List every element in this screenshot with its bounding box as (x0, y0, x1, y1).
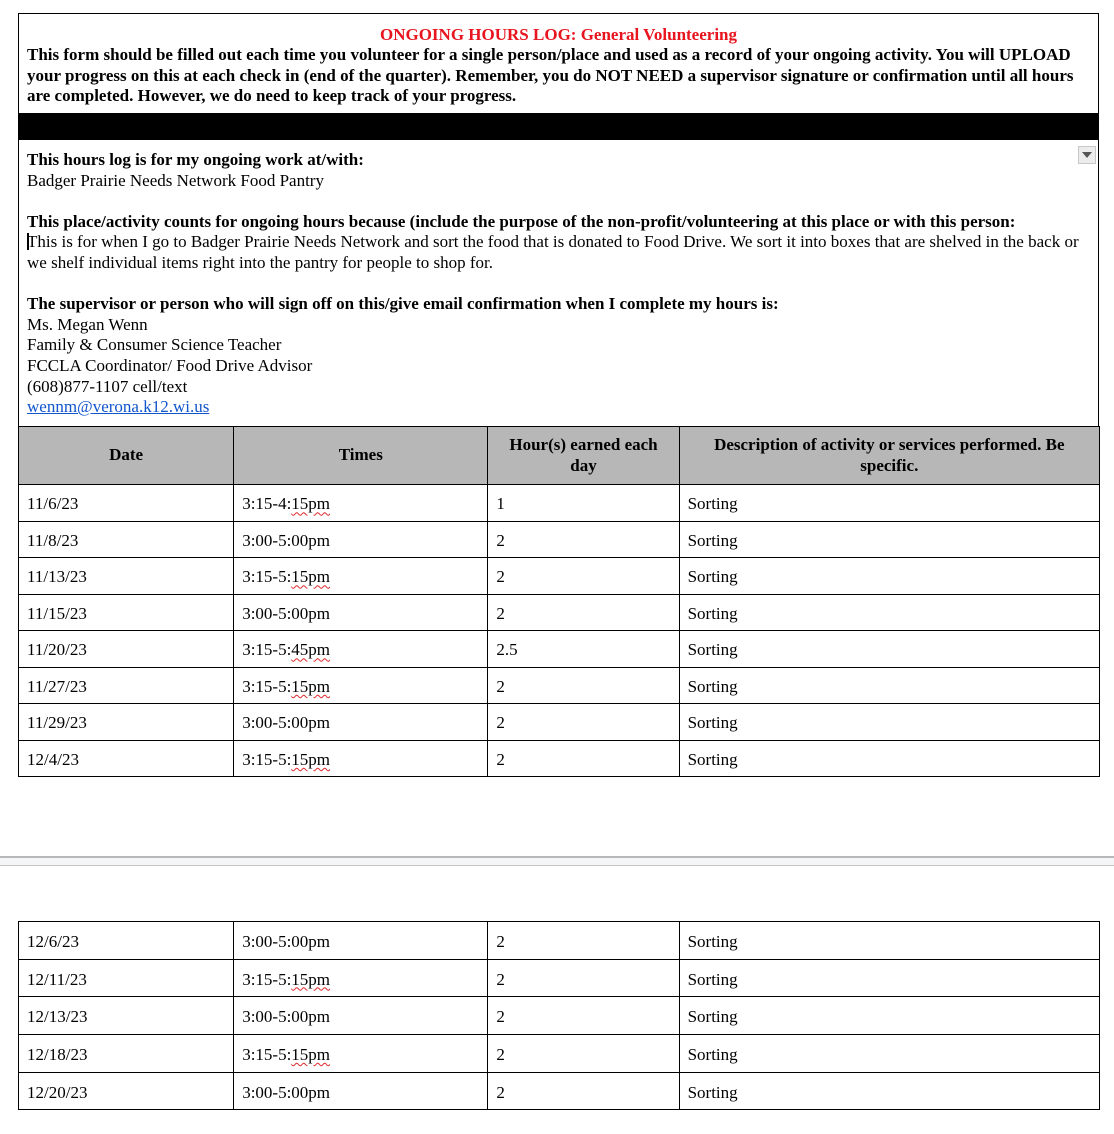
description-text: Sorting (687, 603, 738, 623)
hours-text: 2.5 (496, 640, 518, 660)
table-body-page-2 (19, 922, 1100, 1110)
triangle-down-icon (1082, 152, 1092, 158)
cell-times[interactable] (234, 959, 488, 997)
date-text: 12/18/23 (27, 1044, 88, 1064)
page-break-separator (0, 856, 1114, 866)
cell-date[interactable] (19, 521, 234, 558)
times-misspelled-text: 15pm (291, 494, 331, 514)
hours-text: 1 (496, 494, 505, 514)
description-text: Sorting (687, 1044, 738, 1064)
cell-hours[interactable] (488, 959, 679, 997)
hours-text: 2 (496, 1007, 505, 1027)
table-row (19, 485, 1100, 522)
work-at-label: This hours log is for my ongoing work at/with: (27, 150, 364, 169)
header-hours: Hour(s) earned each day (488, 427, 679, 485)
times-misspelled-text: 15pm (291, 676, 331, 696)
hours-text: 2 (496, 1082, 505, 1102)
times-text: 3:00-5:00pm (242, 1007, 331, 1027)
cell-times[interactable] (234, 740, 488, 777)
supervisor-role[interactable]: Family & Consumer Science Teacher (27, 335, 282, 355)
form-header (18, 13, 1099, 113)
cell-description[interactable] (679, 1072, 1099, 1110)
cell-hours[interactable] (488, 521, 679, 558)
supervisor-label: The supervisor or person who will sign off on this/give email confirmation when I complete my hours is: (27, 294, 779, 314)
header-description: Description of activity or services performed. Be specific. (679, 427, 1099, 485)
table-row (19, 1035, 1100, 1073)
cell-date[interactable] (19, 922, 234, 960)
table-row (19, 594, 1100, 631)
table-row (19, 922, 1100, 960)
times-text: 3:15-5: (242, 676, 292, 696)
table-row (19, 997, 1100, 1035)
date-text: 12/20/23 (27, 1082, 88, 1102)
table-row (19, 631, 1100, 668)
reason-text: This is for when I go to Badger Prairie Needs Network and sort the food that is donated to Food Drive. We sort it into boxes that are shelved in the back or we shelf individual items right into the pantry for people to shop for. (27, 232, 1079, 272)
table-row (19, 704, 1100, 741)
description-text: Sorting (687, 713, 738, 733)
supervisor-title[interactable]: FCCLA Coordinator/ Food Drive Advisor (27, 355, 313, 375)
hours-text: 2 (496, 530, 505, 550)
cell-date[interactable] (19, 594, 234, 631)
table-row (19, 959, 1100, 997)
cell-date[interactable] (19, 485, 234, 522)
cell-times[interactable] (234, 558, 488, 595)
date-text: 11/29/23 (27, 713, 87, 733)
cell-date[interactable] (19, 558, 234, 595)
table-body-page-1 (19, 485, 1100, 777)
cell-times[interactable] (234, 521, 488, 558)
cell-hours[interactable] (488, 1072, 679, 1110)
description-text: Sorting (687, 931, 738, 951)
date-text: 12/4/23 (27, 749, 79, 769)
cell-description[interactable] (679, 594, 1099, 631)
hours-text: 2 (496, 969, 505, 989)
hours-text: 2 (496, 713, 505, 733)
cell-description[interactable] (679, 631, 1099, 668)
times-text: 3:15-5: (242, 567, 292, 587)
description-text: Sorting (687, 640, 738, 660)
reason-label: This place/activity counts for ongoing hours because (include the purpose of the non-profit/volunteering at this place or with this person: (27, 211, 1016, 231)
hours-log-table-continued (18, 921, 1100, 1110)
date-text: 12/6/23 (27, 931, 79, 951)
document-page-1 (18, 13, 1099, 777)
times-text: 3:15-5: (242, 640, 292, 660)
cell-times[interactable] (234, 922, 488, 960)
description-text: Sorting (687, 1007, 738, 1027)
reason-value[interactable] (27, 232, 1090, 273)
table-row (19, 667, 1100, 704)
cell-hours[interactable] (488, 594, 679, 631)
hours-text: 2 (496, 603, 505, 623)
cell-description[interactable] (679, 704, 1099, 741)
cell-date[interactable] (19, 959, 234, 997)
hours-text: 2 (496, 676, 505, 696)
cell-description[interactable] (679, 521, 1099, 558)
description-text: Sorting (687, 969, 738, 989)
times-text: 3:00-5:00pm (242, 931, 331, 951)
date-text: 11/15/23 (27, 603, 87, 623)
table-row (19, 558, 1100, 595)
document-title: ONGOING HOURS LOG: General Volunteering (379, 25, 738, 44)
times-text: 3:00-5:00pm (242, 1082, 331, 1102)
cell-date[interactable] (19, 704, 234, 741)
cell-date[interactable] (19, 997, 234, 1035)
date-text: 11/20/23 (27, 640, 87, 660)
hours-log-table (18, 426, 1100, 777)
info-section (18, 140, 1099, 426)
document-page-2 (18, 921, 1100, 1110)
cell-date[interactable] (19, 1035, 234, 1073)
cell-description[interactable] (679, 1035, 1099, 1073)
cell-times[interactable] (234, 704, 488, 741)
cell-description[interactable] (679, 667, 1099, 704)
work-at-value[interactable]: Badger Prairie Needs Network Food Pantry (27, 170, 324, 190)
description-text: Sorting (687, 676, 738, 696)
cell-description[interactable] (679, 740, 1099, 777)
cell-description[interactable] (679, 558, 1099, 595)
description-text: Sorting (687, 1082, 738, 1102)
cell-date[interactable] (19, 631, 234, 668)
description-text: Sorting (687, 567, 738, 587)
times-misspelled-text: 45pm (291, 640, 331, 660)
cell-date[interactable] (19, 667, 234, 704)
cell-times[interactable] (234, 631, 488, 668)
date-text: 11/13/23 (27, 567, 87, 587)
cell-date[interactable] (19, 1072, 234, 1110)
cell-description[interactable] (679, 922, 1099, 960)
cell-times[interactable] (234, 485, 488, 522)
cell-times[interactable] (234, 997, 488, 1035)
times-text: 3:00-5:00pm (242, 713, 331, 733)
date-text: 12/13/23 (27, 1007, 88, 1027)
cell-times[interactable] (234, 667, 488, 704)
times-text: 3:15-5: (242, 749, 292, 769)
form-instructions: This form should be filled out each time you volunteer for a single person/place and used as a record of your ongoing activity. You will UPLOAD your progress on this at each check in (end of the quarter). Remember, you do NOT NEED a supervisor signature or confirmation until all hours are completed. However, we do need to keep track of your progress. (27, 45, 1074, 105)
times-text: 3:15-5: (242, 1044, 292, 1064)
supervisor-email-link[interactable]: wennm@verona.k12.wi.us (27, 397, 210, 417)
hours-text: 2 (496, 567, 505, 587)
header-times: Times (234, 427, 488, 485)
cell-times[interactable] (234, 1072, 488, 1110)
date-text: 11/8/23 (27, 530, 79, 550)
cell-hours[interactable] (488, 704, 679, 741)
description-text: Sorting (687, 530, 738, 550)
cell-description[interactable] (679, 997, 1099, 1035)
cell-hours[interactable] (488, 485, 679, 522)
cell-hours[interactable] (488, 631, 679, 668)
supervisor-phone[interactable]: (608)877-1107 cell/text (27, 376, 188, 396)
cell-times[interactable] (234, 594, 488, 631)
times-text: 3:00-5:00pm (242, 603, 331, 623)
times-text: 3:15-5: (242, 969, 292, 989)
cell-hours[interactable] (488, 1035, 679, 1073)
times-text: 3:15-4: (242, 494, 292, 514)
date-text: 12/11/23 (27, 969, 87, 989)
table-header-row (19, 427, 1100, 485)
times-misspelled-text: 15pm (291, 749, 331, 769)
cell-description[interactable] (679, 485, 1099, 522)
cell-date[interactable] (19, 740, 234, 777)
cell-times[interactable] (234, 1035, 488, 1073)
cell-hours[interactable] (488, 997, 679, 1035)
hours-text: 2 (496, 931, 505, 951)
date-text: 11/27/23 (27, 676, 87, 696)
dropdown-toggle[interactable] (1078, 146, 1096, 164)
cell-description[interactable] (679, 959, 1099, 997)
cell-hours[interactable] (488, 558, 679, 595)
times-misspelled-text: 15pm (291, 969, 331, 989)
hours-text: 2 (496, 1044, 505, 1064)
cell-hours[interactable] (488, 740, 679, 777)
times-text: 3:00-5:00pm (242, 530, 331, 550)
supervisor-name[interactable]: Ms. Megan Wenn (27, 314, 148, 334)
header-date: Date (19, 427, 234, 485)
hours-text: 2 (496, 749, 505, 769)
table-row (19, 521, 1100, 558)
date-text: 11/6/23 (27, 494, 79, 514)
section-divider-bar (18, 113, 1099, 140)
times-misspelled-text: 15pm (291, 567, 331, 587)
times-misspelled-text: 15pm (291, 1044, 331, 1064)
cell-hours[interactable] (488, 922, 679, 960)
description-text: Sorting (687, 749, 738, 769)
table-row (19, 1072, 1100, 1110)
cell-hours[interactable] (488, 667, 679, 704)
description-text: Sorting (687, 494, 738, 514)
table-row (19, 740, 1100, 777)
